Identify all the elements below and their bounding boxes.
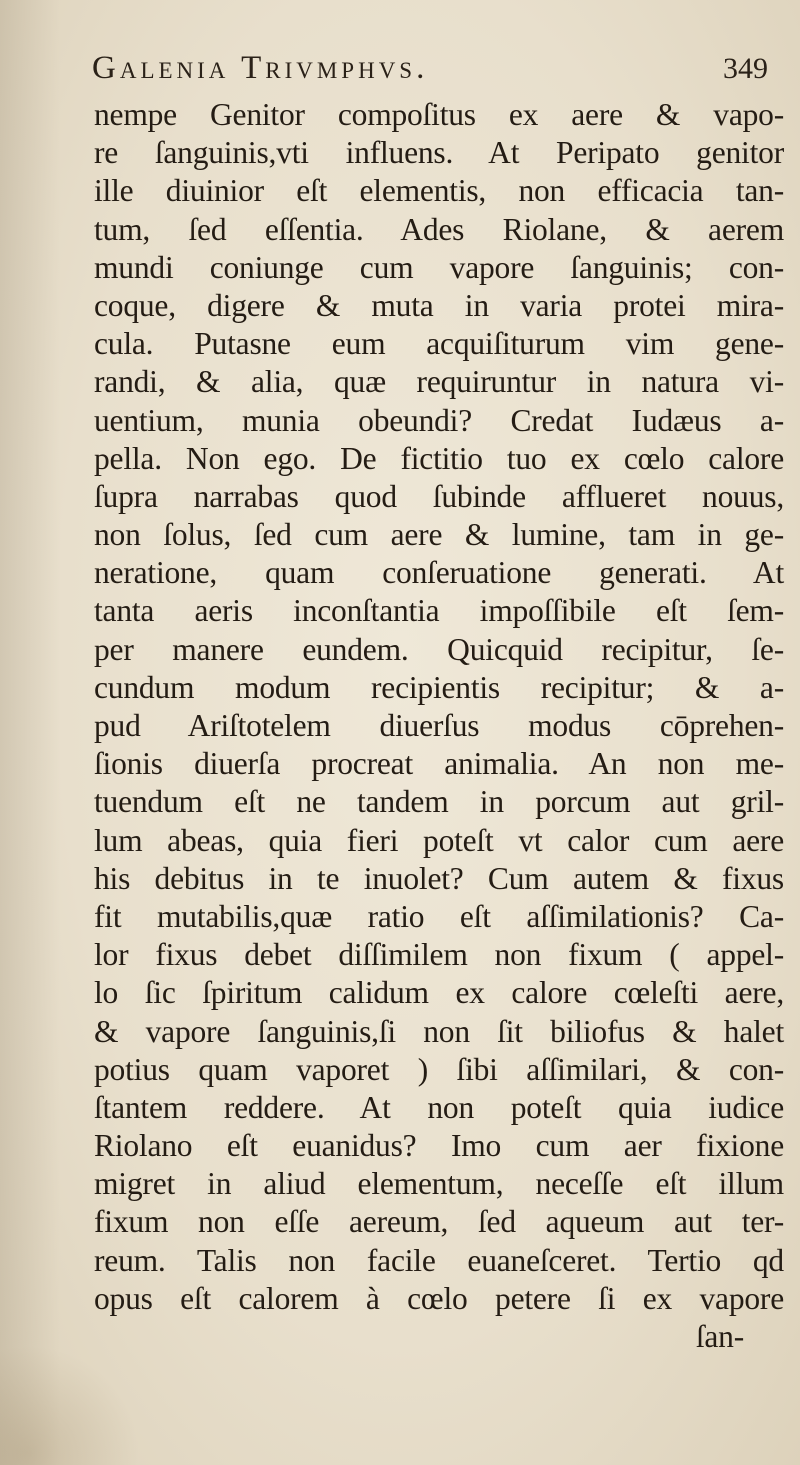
- text-line: nempe Genitor compoſitus ex aere & vapo-: [94, 97, 784, 132]
- text-line: re ſanguinis,vti influens. At Peripato genitor: [94, 135, 784, 171]
- text-line: fixum non eſſe aereum, ſed aqueum aut ter-: [94, 1204, 784, 1240]
- text-line: lor fixus debet diſſimilem non fixum ( appel-: [94, 937, 784, 973]
- text-line: cundum modum recipientis recipitur; & a-: [94, 669, 784, 705]
- text-line: coque, digere & muta in varia protei mira-: [94, 287, 784, 323]
- text-line: neratione, quam conſeruatione generati. At: [94, 555, 784, 591]
- page-header: [92, 50, 782, 94]
- text-line: reum. Talis non facile euaneſceret. Tertio qd: [94, 1242, 784, 1278]
- text-line: fit mutabilis,quæ ratio eſt aſſimilationis? Ca-: [94, 898, 784, 934]
- text-line: ſionis diuerſa procreat animalia. An non me-: [94, 746, 784, 782]
- text-line: lo ſic ſpiritum calidum ex calore cœleſti aere,: [94, 975, 784, 1011]
- text-line: lum abeas, quia fieri poteſt vt calor cum aere: [94, 822, 784, 858]
- text-line: ille diuinior eſt elementis, non efficacia tan-: [94, 173, 784, 209]
- text-line: ſtantem reddere. At non poteſt quia iudice: [94, 1089, 784, 1125]
- text-line: pud Ariſtotelem diuerſus modus cōprehen-: [94, 708, 784, 743]
- page-number: 349: [723, 52, 768, 85]
- text-line: uentium, munia obeundi? Credat Iudæus a-: [94, 402, 784, 438]
- text-line: ſupra narrabas quod ſubinde afflueret nouus,: [94, 478, 784, 514]
- running-title: Galenia Trivmphvs.: [92, 50, 429, 86]
- text-line: non ſolus, ſed cum aere & lumine, tam in ge-: [94, 517, 784, 553]
- text-line: tum, ſed eſſentia. Ades Riolane, & aerem: [94, 211, 784, 247]
- catchword: ſan-: [695, 1319, 744, 1354]
- text-line: pella. Non ego. De fictitio tuo ex cœlo calore: [94, 440, 784, 476]
- text-line: migret in aliud elementum, neceſſe eſt illum: [94, 1166, 784, 1202]
- page-gutter-shadow: [0, 0, 60, 1465]
- text-line: his debitus in te inuolet? Cum autem & fixus: [94, 860, 784, 896]
- text-line: opus eſt calorem à cœlo petere ſi ex vapore: [94, 1280, 784, 1316]
- page-stain: [0, 1345, 140, 1465]
- text-line: tuendum eſt ne tandem in porcum aut gril-: [94, 784, 784, 820]
- text-line: randi, & alia, quæ requiruntur in natura vi-: [94, 364, 784, 400]
- text-line: cula. Putasne eum acquiſiturum vim gene-: [94, 326, 784, 362]
- text-line: mundi coniunge cum vapore ſanguinis; con-: [94, 249, 784, 285]
- text-line: tanta aeris inconſtantia impoſſibile eſt ſem-: [94, 593, 784, 629]
- text-line: & vapore ſanguinis,ſi non ſit biliofus & halet: [94, 1013, 784, 1049]
- text-line: potius quam vaporet ) ſibi aſſimilari, & con-: [94, 1051, 784, 1087]
- body-text: [94, 96, 784, 1356]
- text-line: Riolano eſt euanidus? Imo cum aer fixione: [94, 1128, 784, 1164]
- text-line: per manere eundem. Quicquid recipitur, ſe-: [94, 631, 784, 667]
